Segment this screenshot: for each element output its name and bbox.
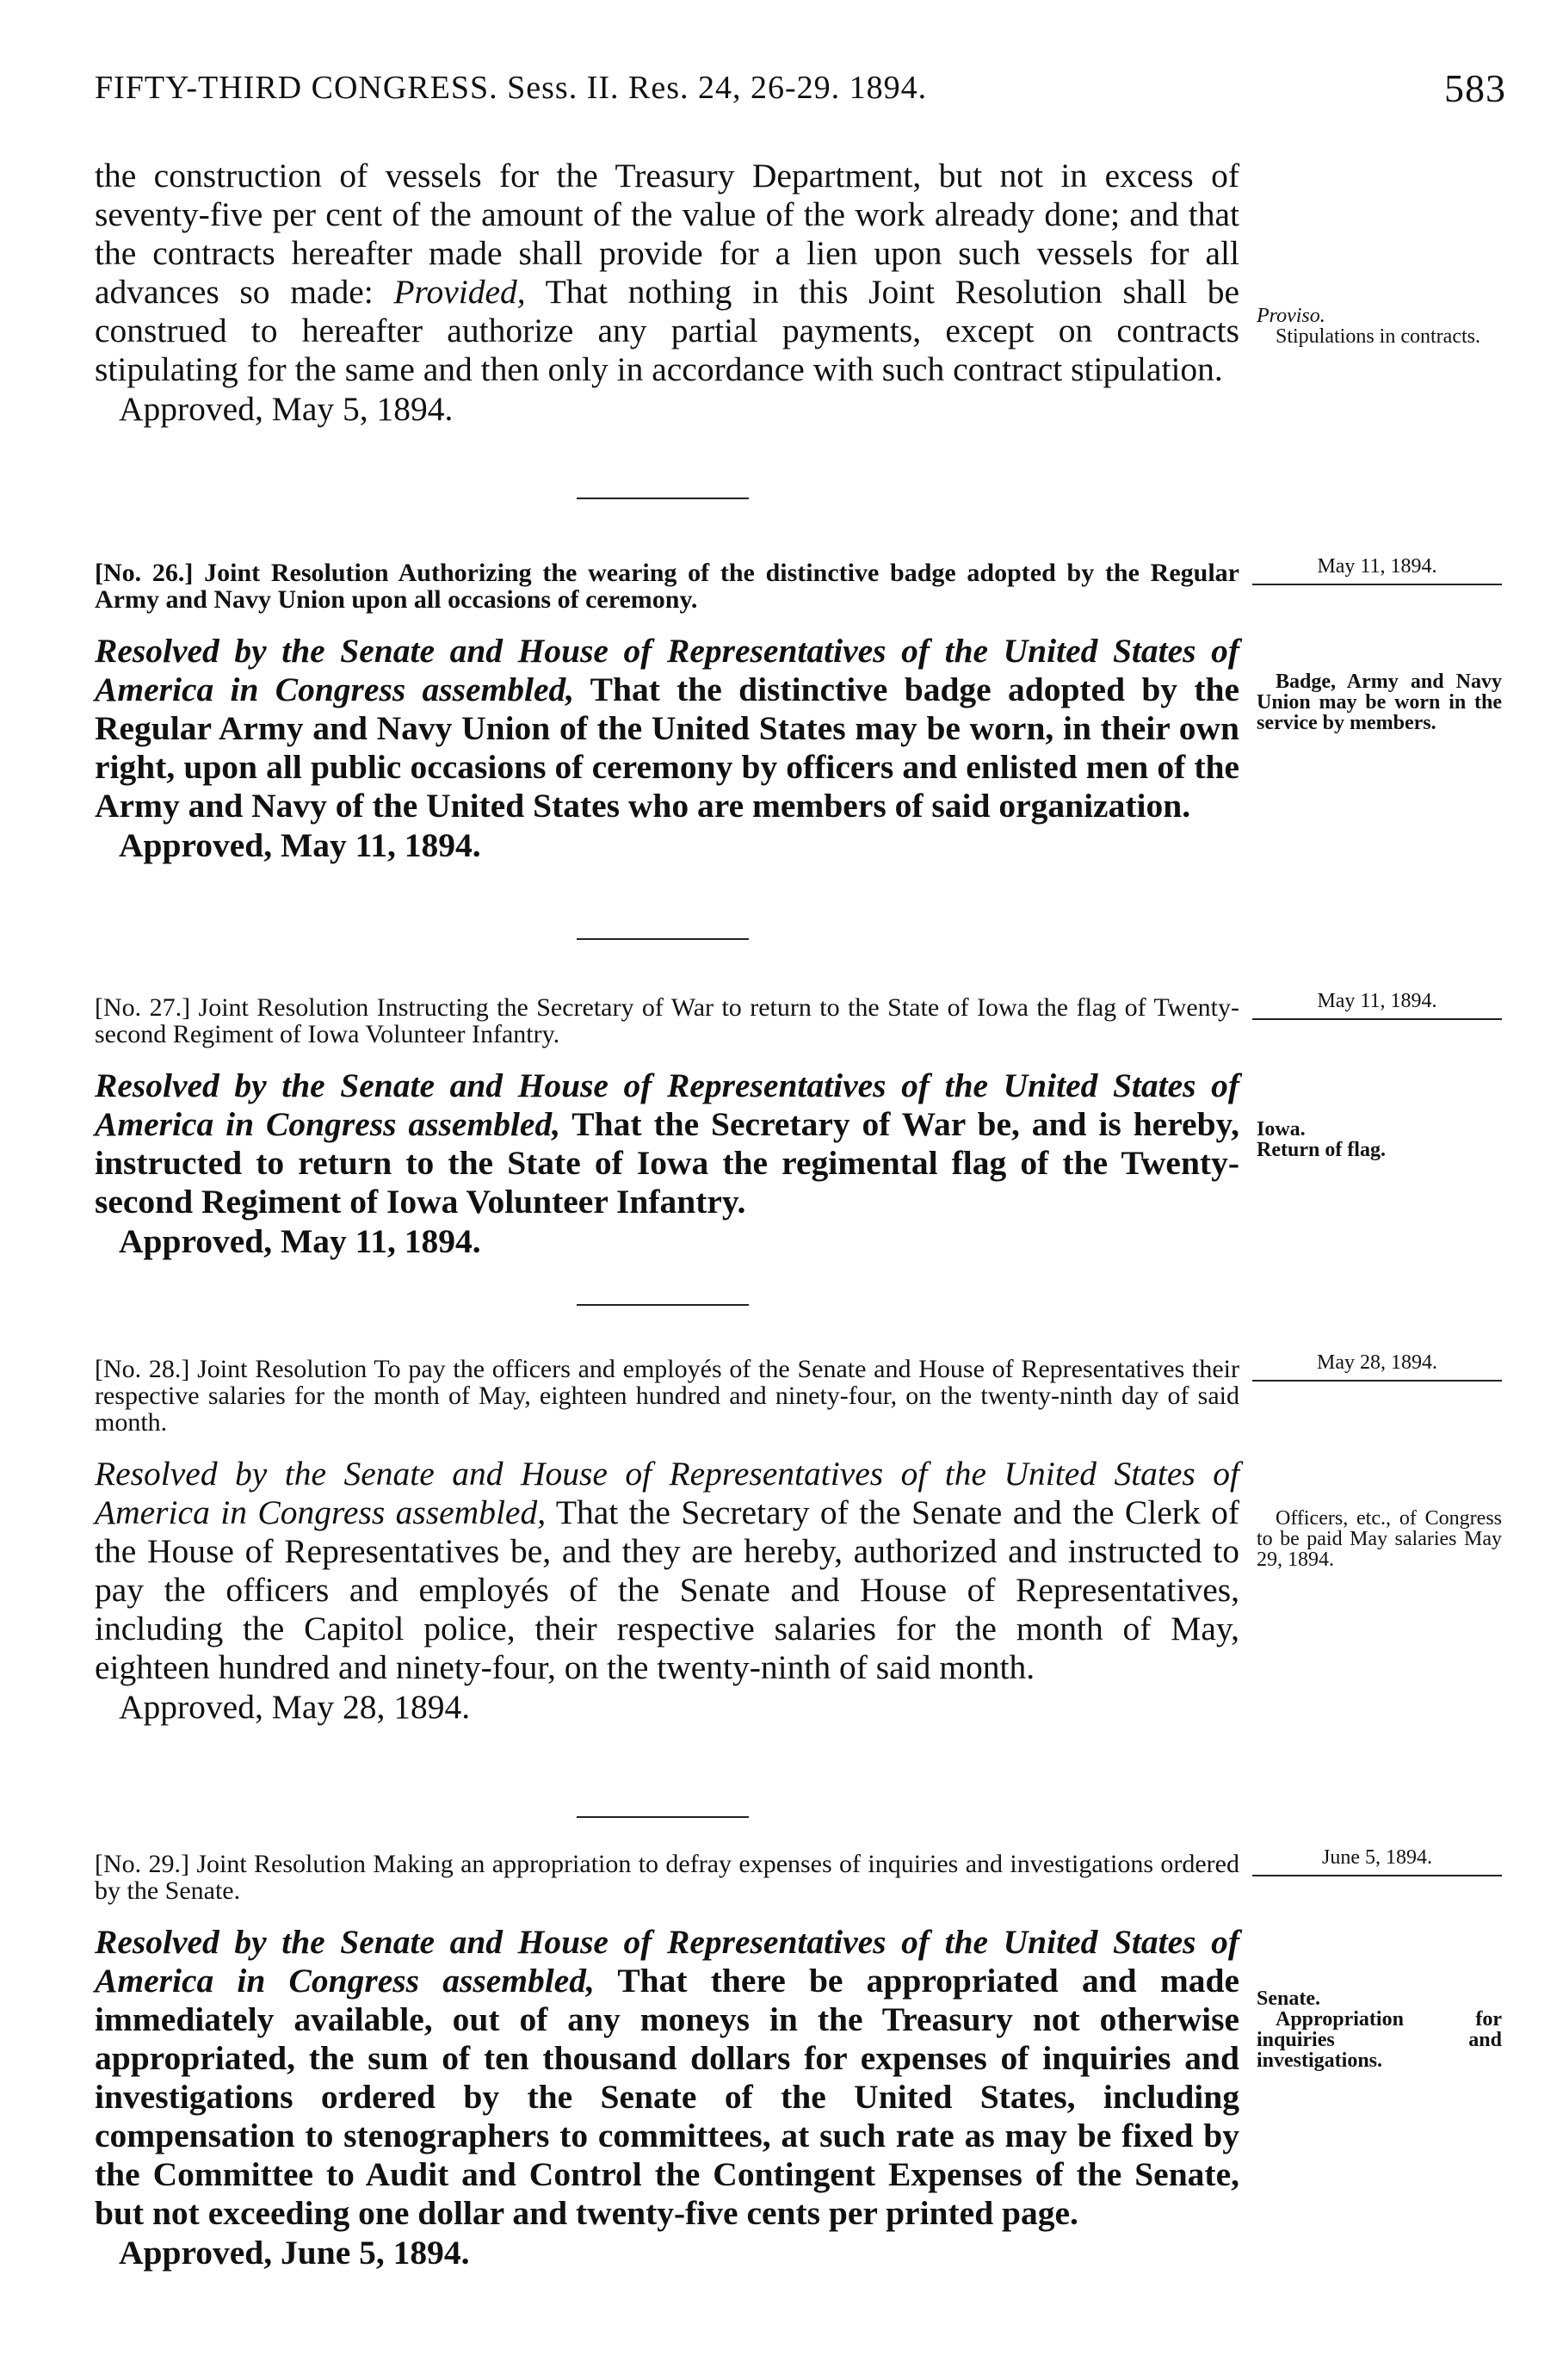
section-divider: [577, 1816, 749, 1818]
page-number: 583: [1444, 66, 1506, 110]
continuation-text-before: the construction of vessels for the Treasury Department, but not in excess of seventy-five per cent of the amount of the value of the work already done; and that the contracts hereafter made shall provide for a lien upon such vessels for all advances so made:: [95, 157, 1239, 311]
date-note: May 28, 1894.: [1252, 1351, 1502, 1382]
approved-line: Approved, May 11, 1894.: [119, 826, 481, 864]
proviso-word: Provided,: [393, 273, 526, 311]
margin-note-proviso: [1257, 306, 1502, 347]
margin-note-officers: [1257, 1508, 1502, 1570]
resolution-27: [95, 994, 1239, 1261]
resolution-26: [95, 559, 1239, 865]
enacting-clause: Resolved by the Senate and House of Representatives of the United States of America in Congress assembled,: [95, 1923, 1239, 2000]
resolution-body: [95, 1923, 1239, 2233]
resolution-title: [No. 28.] Joint Resolution To pay the officers and employés of the Senate and House of Representatives their respective salaries for the month of May, eighteen hundred and ninety-four, on the twenty-ninth day of said month.: [95, 1355, 1239, 1437]
margin-note-body: Stipulations in contracts.: [1276, 325, 1480, 348]
resolution-body: [95, 1066, 1239, 1221]
resolution-text: That the Secretary of War be, and is hereby, instructed to return to the State of Iowa the regimental flag of the Twenty-second Regiment of Iowa Volunteer Infantry.: [95, 1105, 1239, 1221]
resolution-text: That the distinctive badge adopted by the Regular Army and Navy Union of the United States may be worn, in their own right, upon all public occasions of ceremony by officers and enlisted men of the Army and Navy of the United States who are members of said organization.: [95, 671, 1239, 825]
resolution-text: That the Secretary of the Senate and the Clerk of the House of Representatives be, and they are hereby, authorized and instructed to pay the officers and employés of the Senate and House of Representatives, including the Capitol police, their respective salaries for the month of May, eighteen hundred and ninety-four, on the twenty-ninth of said month.: [95, 1493, 1240, 1686]
enacting-clause: Resolved by the Senate and House of Representatives of the United States of America in Congress assembled,: [95, 1455, 1239, 1531]
running-title: FIFTY-THIRD CONGRESS. Sess. II. Res. 24, 26-29. 1894.: [95, 70, 928, 106]
continuation-section: [95, 157, 1239, 429]
margin-note-body: Return of flag.: [1257, 1139, 1386, 1161]
margin-note-senate: [1257, 1988, 1502, 2071]
approved-line: Approved, May 28, 1894.: [119, 1688, 471, 1726]
resolution-title: [No. 26.] Joint Resolution Authorizing the wearing of the distinctive badge adopted by the Regular Army and Navy Union upon all occasions of ceremony.: [95, 559, 1239, 614]
date-note: June 5, 1894.: [1252, 1846, 1502, 1876]
margin-note-head: Senate.: [1257, 1987, 1320, 2010]
resolution-text: That there be appropriated and made immediately available, out of any moneys in the Treasury not otherwise appropriated, the sum of ten thousand dollars for expenses of inquiries and investigations ordered by the Senate of the United States, including compensation to stenographers to committees, at such rate as may be fixed by the Committee to Audit and Control the Contingent Expenses of the Senate, but not exceeding one dollar and twenty-five cents per printed page.: [95, 1962, 1239, 2232]
margin-note-head: Iowa.: [1257, 1118, 1306, 1141]
approved-line: Approved, June 5, 1894.: [119, 2234, 470, 2272]
margin-note-body: Appropriation for inquiries and investigations.: [1257, 2008, 1502, 2072]
date-note: May 11, 1894.: [1252, 555, 1502, 585]
margin-note-iowa: [1257, 1119, 1502, 1160]
resolution-29: [95, 1851, 1239, 2272]
margin-note-head: Badge, Army and Navy Union may be worn in the service by members.: [1257, 671, 1502, 734]
approved-line: Approved, May 5, 1894.: [119, 390, 454, 428]
resolution-body: [95, 1455, 1239, 1687]
enacting-clause: Resolved by the Senate and House of Representatives of the United States of America in Congress assembled,: [95, 632, 1239, 708]
section-divider: [577, 938, 749, 940]
date-note: May 11, 1894.: [1252, 990, 1502, 1020]
section-divider: [577, 1304, 749, 1306]
enacting-clause: Resolved by the Senate and House of Representatives of the United States of America in Congress assembled,: [95, 1066, 1239, 1143]
margin-note-head: Proviso.: [1257, 305, 1325, 327]
resolution-body: [95, 632, 1239, 825]
section-divider: [577, 498, 749, 499]
resolution-28: [95, 1356, 1239, 1727]
resolution-title: [No. 29.] Joint Resolution Making an appropriation to defray expenses of inquiries and investigations ordered by the Senate.: [95, 1850, 1239, 1905]
approved-line: Approved, May 11, 1894.: [119, 1222, 481, 1260]
continuation-text-after: That nothing in this Joint Resolution shall be construed to hereafter authorize any partial payments, except on contracts stipulating for the same and then only in accordance with such contract stipulation.: [95, 273, 1240, 388]
resolution-title: [No. 27.] Joint Resolution Instructing the Secretary of War to return to the State of Iowa the flag of Twenty-second Regiment of Iowa Volunteer Infantry.: [95, 993, 1239, 1048]
margin-note-badge: [1257, 671, 1502, 733]
margin-note-head: Officers, etc., of Congress to be paid May salaries May 29, 1894.: [1257, 1507, 1502, 1571]
continuation-paragraph: [95, 157, 1239, 389]
